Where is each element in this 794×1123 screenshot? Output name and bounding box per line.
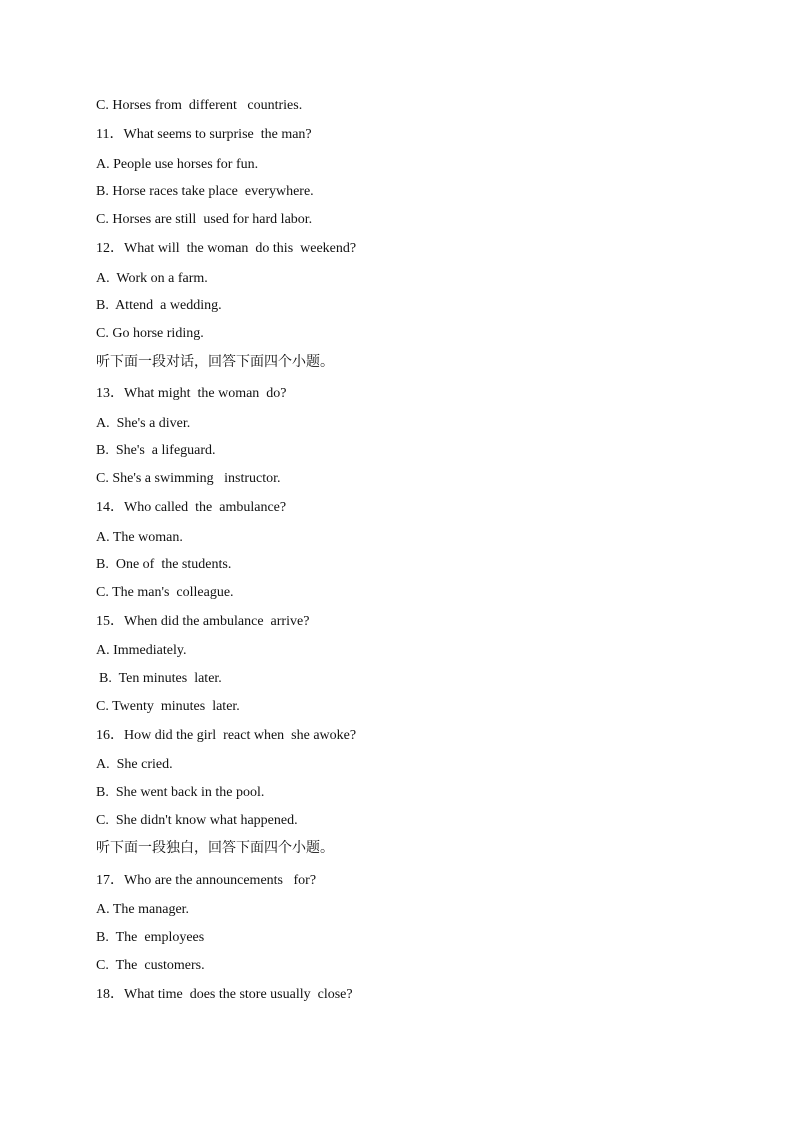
section-instruction-monologue: 听下面一段独白，回答下面四个小题。 [96, 840, 334, 856]
option-b-q14: B. One of the students. [96, 557, 232, 572]
option-c-q17: C. The customers. [96, 958, 205, 973]
option-b-q16: B. She went back in the pool. [96, 785, 265, 800]
option-a-q15: A. Immediately. [96, 643, 187, 658]
section-instruction-dialogue: 听下面一段对话，回答下面四个小题。 [96, 354, 334, 370]
option-a-q16: A. She cried. [96, 757, 173, 772]
question-16: 16．How did the girl react when she awoke? [96, 728, 357, 743]
question-15: 15．When did the ambulance arrive? [96, 614, 310, 629]
option-c-q12: C. Go horse riding. [96, 326, 204, 341]
option-b-q15: B. Ten minutes later. [99, 671, 222, 686]
option-b-q13: B. She's a lifeguard. [96, 443, 216, 458]
option-c-q11: C. Horses are still used for hard labor. [96, 212, 313, 227]
option-c-q10: C. Horses from different countries. [96, 98, 303, 113]
option-b-q12: B. Attend a wedding. [96, 298, 222, 313]
option-a-q13: A. She's a diver. [96, 416, 191, 431]
option-a-q17: A. The manager. [96, 902, 190, 917]
question-11: 11．What seems to surprise the man? [96, 127, 312, 142]
option-a-q14: A. The woman. [96, 530, 183, 545]
option-c-q14: C. The man's colleague. [96, 585, 234, 600]
option-b-q11: B. Horse races take place everywhere. [96, 184, 314, 199]
option-b-q17: B. The employees [96, 930, 205, 945]
question-12: 12．What will the woman do this weekend? [96, 241, 357, 256]
option-c-q13: C. She's a swimming instructor. [96, 471, 281, 486]
question-17: 17．Who are the announcements for? [96, 873, 317, 888]
option-c-q16: C. She didn't know what happened. [96, 813, 298, 828]
question-14: 14．Who called the ambulance? [96, 500, 287, 515]
question-18: 18．What time does the store usually close? [96, 987, 353, 1002]
option-a-q11: A. People use horses for fun. [96, 157, 259, 172]
option-a-q12: A. Work on a farm. [96, 271, 208, 286]
question-13: 13．What might the woman do? [96, 386, 287, 401]
option-c-q15: C. Twenty minutes later. [96, 699, 240, 714]
